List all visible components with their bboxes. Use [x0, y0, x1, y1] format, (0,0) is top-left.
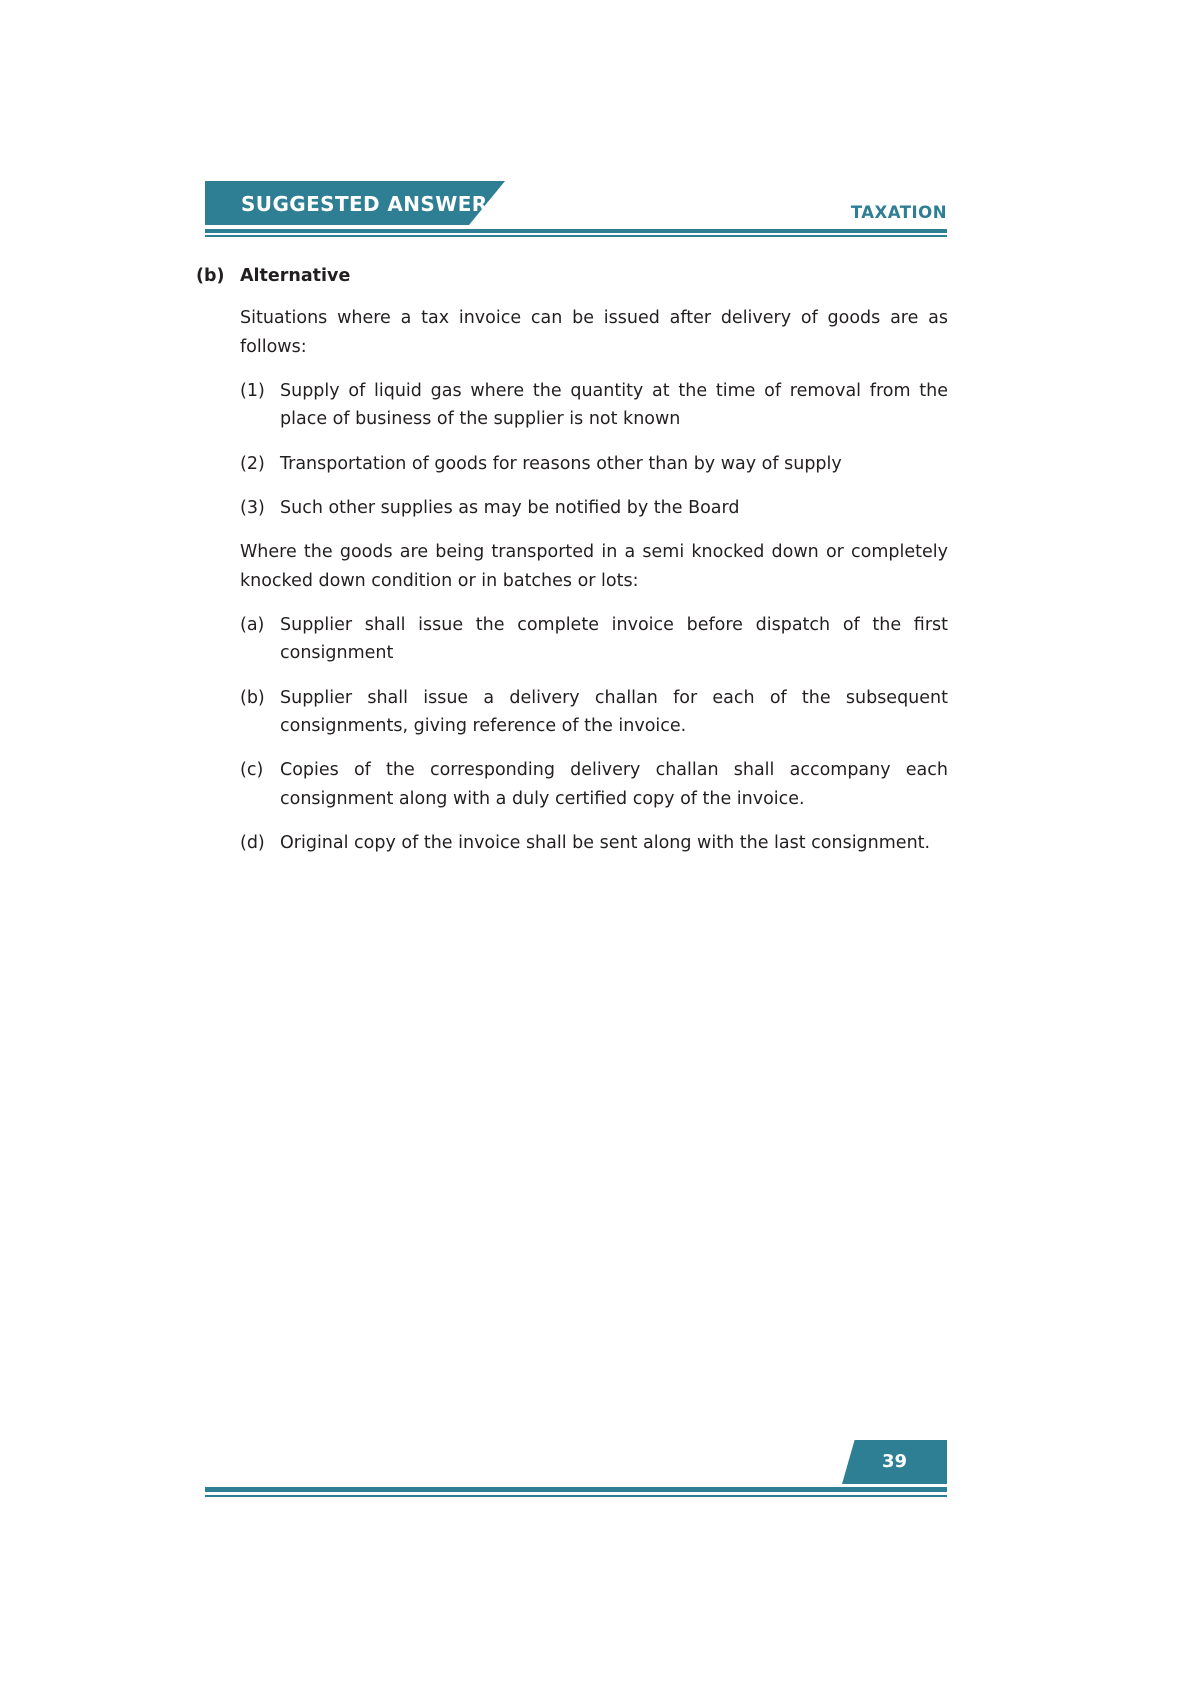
- list-item: [240, 377, 948, 434]
- footer-rule-thin: [205, 1495, 947, 1497]
- list-item: [240, 494, 948, 522]
- list-item-text: Supply of liquid gas where the quantity at the time of removal from the place of business of the supplier is not known: [280, 381, 948, 430]
- list-item-marker: (b): [240, 687, 265, 708]
- list-item: [240, 450, 948, 478]
- list-item-text: Copies of the corresponding delivery challan shall accompany each consignment along with a duly certified copy of the invoice.: [280, 760, 948, 809]
- list-item: [240, 756, 948, 813]
- section-heading-marker: (b): [196, 266, 225, 286]
- list-item-marker: (1): [240, 381, 265, 402]
- section-heading: [196, 262, 948, 290]
- list-item-text: Original copy of the invoice shall be sent along with the last consignment.: [280, 833, 931, 854]
- page-footer: [205, 1440, 947, 1500]
- list-item-marker: (3): [240, 498, 265, 519]
- header-tab-label: SUGGESTED ANSWER: [241, 192, 488, 216]
- header-rule-thin: [205, 235, 947, 237]
- page-content: [196, 262, 948, 874]
- footer-rule-thick: [205, 1487, 947, 1492]
- page-number: 39: [881, 1451, 907, 1472]
- section-heading-title: Alternative: [240, 266, 351, 286]
- list-item-marker: (2): [240, 453, 265, 474]
- list-item-marker: (a): [240, 615, 265, 636]
- header-subject-label: TAXATION: [850, 203, 947, 222]
- list-item: [240, 684, 948, 741]
- list-item-text: Supplier shall issue a delivery challan for each of the subsequent consignments, giving reference of the invoice.: [280, 687, 948, 737]
- list-item: [240, 611, 948, 668]
- list-item-text: Supplier shall issue the complete invoice before dispatch of the first consignment: [280, 615, 948, 664]
- list-item-text: Transportation of goods for reasons other than by way of supply: [280, 453, 842, 474]
- page-header: [205, 181, 947, 239]
- list-item: [240, 829, 948, 857]
- list-item-marker: (d): [240, 833, 265, 854]
- intro-paragraph: Situations where a tax invoice can be issued after delivery of goods are as follows:: [240, 308, 948, 357]
- list-item-marker: (c): [240, 760, 264, 781]
- list-item-text: Such other supplies as may be notified by the Board: [280, 498, 740, 519]
- header-rule-thick: [205, 229, 947, 233]
- second-paragraph: Where the goods are being transported in a semi knocked down or completely knocked down condition or in batches or lots:: [240, 542, 948, 591]
